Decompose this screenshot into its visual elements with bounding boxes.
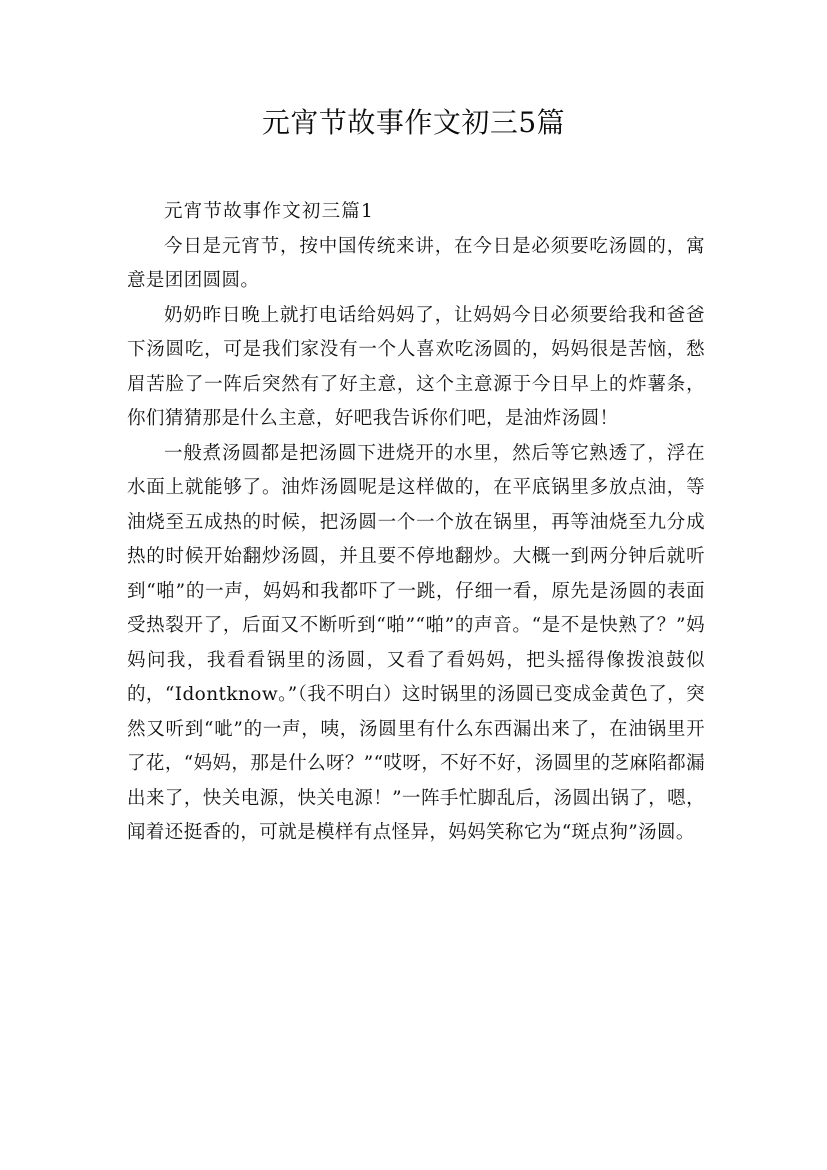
- document-body: [127, 195, 705, 851]
- section-heading: 元宵节故事作文初三篇1: [164, 201, 374, 222]
- paragraph-2: 奶奶昨日晚上就打电话给妈妈了，让妈妈今日必须要给我和爸爸下汤圆吃，可是我们家没有一个人喜欢吃汤圆的，妈妈很是苦恼，愁眉苦脸了一阵后突然有了好主意，这个主意源于今日早上的炸薯条，你们猜猜那是什么主意，好吧我告诉你们吧，是油炸汤圆！: [127, 304, 705, 429]
- paragraph-1: 今日是元宵节，按中国传统来讲，在今日是必须要吃汤圆的，寓意是团团圆圆。: [127, 235, 705, 291]
- document-title: 元宵节故事作文初三5篇: [261, 106, 566, 139]
- paragraph-3: 一般煮汤圆都是把汤圆下进烧开的水里，然后等它熟透了，浮在水面上就能够了。油炸汤圆呢是这样做的，在平底锅里多放点油，等油烧至五成热的时候，把汤圆一个一个放在锅里，再等油烧至九分成热的时候开始翻炒汤圆，并且要不停地翻炒。大概一到两分钟后就听到“啪”的一声，妈妈和我都吓了一跳，仔细一看，原先是汤圆的表面受热裂开了，后面又不断听到“啪”“啪”的声音。“是不是快熟了？”妈妈问我，我看看锅里的汤圆，又看了看妈妈，把头摇得像拨浪鼓似的，“Idontknow。”（我不明白）这时锅里的汤圆已变成金黄色了，突然又听到“呲”的一声，咦，汤圆里有什么东西漏出来了，在油锅里开了花，“妈妈，那是什么呀？”“哎呀，不好不好，汤圆里的芝麻陷都漏出来了，快关电源，快关电源！”一阵手忙脚乱后，汤圆出锅了，嗯，闻着还挺香的，可就是模样有点怪异，妈妈笑称它为“斑点狗”汤圆。: [127, 442, 705, 843]
